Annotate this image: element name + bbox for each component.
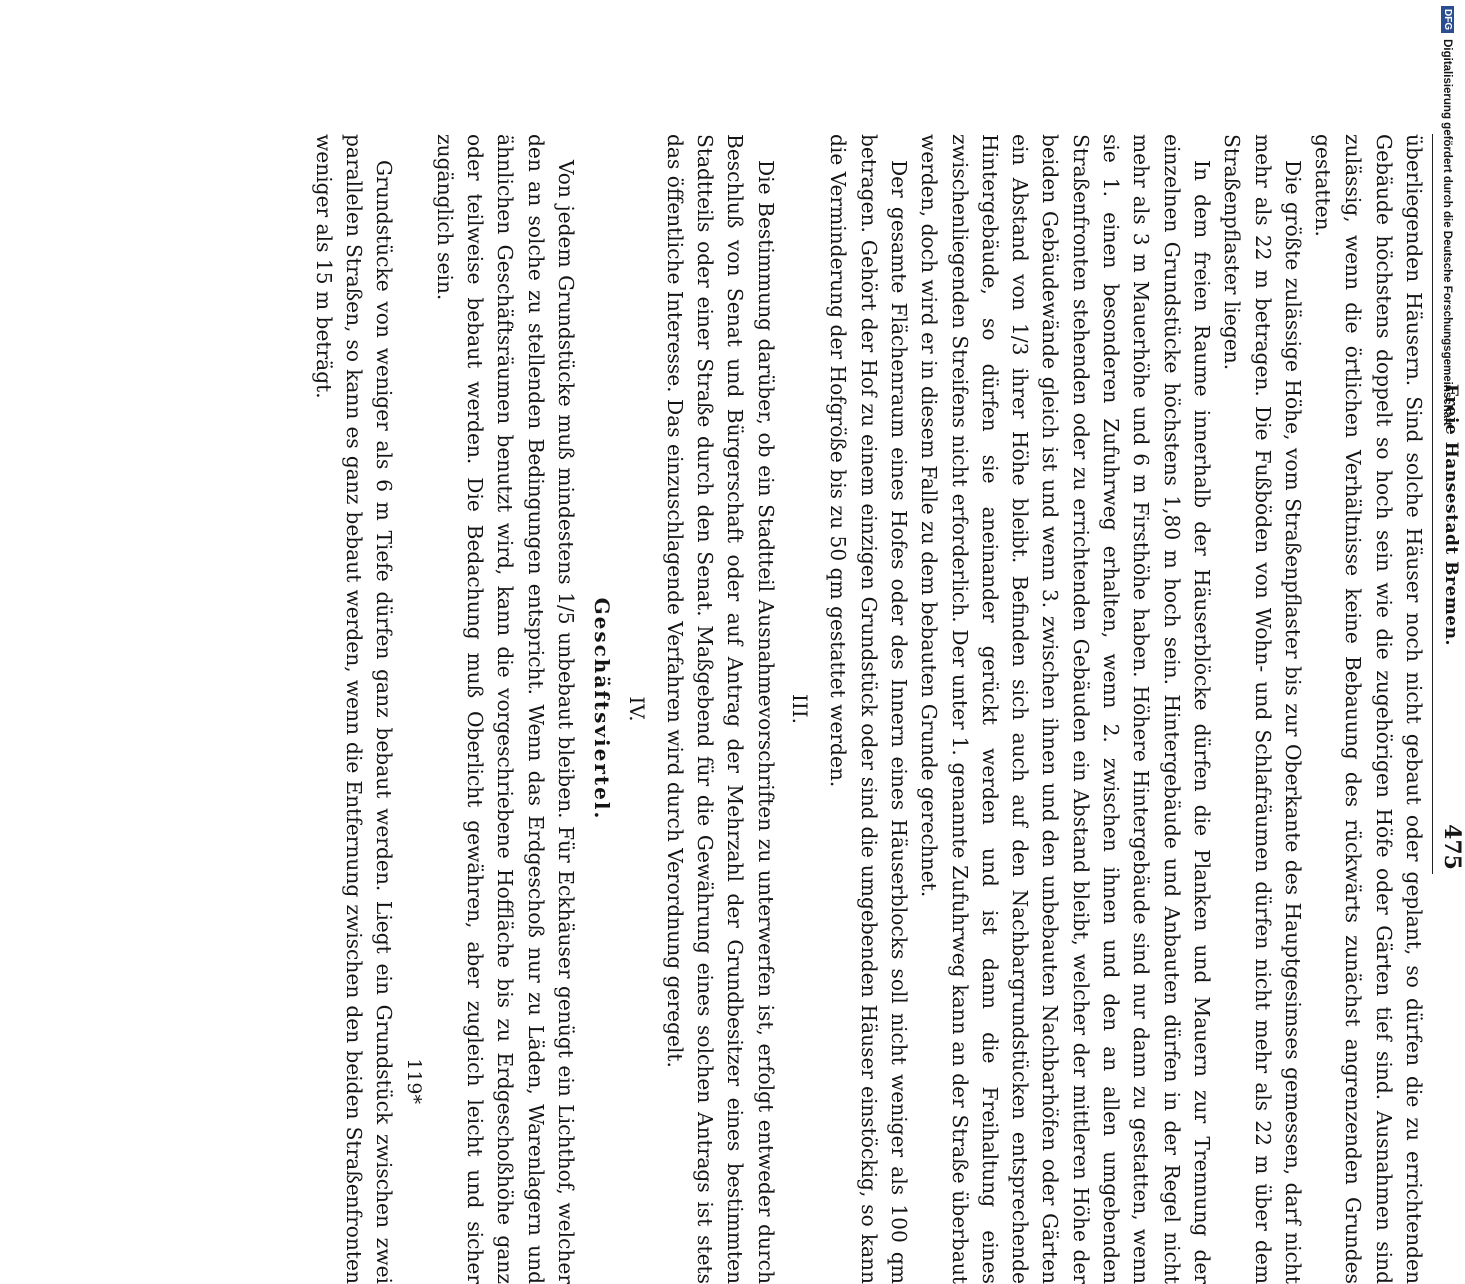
dfg-logo-icon: DFG [1441,6,1454,33]
body-text [308,134,1429,1284]
paragraph-1: überliegenden Häusern. Sind solche Häuser noch nicht gebaut oder geplant, so dürfen die zu errichtenden Gebäude höchstens doppelt so hoch sein wie die zugehörigen Höfe oder Gärten tief sind. Ausnahmen sind zulässig, wenn die örtlichen Verhältnisse keine Bebauung des rückwärts zunächst angrenzenden Grundes gestatten. [1311,134,1426,1284]
section-iv-paragraph-1: Von jedem Grundstücke muß mindestens 1/5 unbebaut bleiben. Für Eckhäuser genügt ein Lichthof, welcher den an solche zu stellenden Bedingungen entspricht. Wenn das Erdgeschoß nur zu Läden, Warenlagern und ähnlichen Geschäftsräumen benutzt wird, kann die vorgeschriebene Hoffläche bis zu Erdgeschoßhöhe ganz oder teilweise bebaut werden. Die Bedachung muß Oberlicht gewähren, aber zugleich leicht und sicher zugänglich sein. [432,134,578,1284]
section-heading-iv: IV. [624,696,649,722]
page-number: 475 [1439,824,1465,870]
section-heading-iii: III. [788,693,813,725]
funding-note-text-wrap [1440,6,1455,766]
paragraph-3: In dem freien Raume innerhalb der Häuserblöcke dürfen die Planken und Mauern zur Trennung der einzelnen Grundstücke höchstens 1,80 m hoch sein. Hintergebäude und Anbauten dürfen in der Regel nicht mehr als 3 m Mauerhöhe und 6 m Firsthöhe haben. Höhere Hintergebäude sind nur dann zu gestatten, wenn sie 1. einen besonderen Zufuhrweg erhalten, wenn 2. zwischen ihnen und den an allen umgebenden Straßenfronten stehenden oder zu errichtenden Gebäuden ein Abstand bleibt, welcher der mittleren Höhe der beiden Gebäudewände gleich ist und wenn 3. zwischen ihnen und den unbebauten Nachbarhöfen oder Gärten ein Abstand von 1/3 ihrer Höhe bleibt. Befinden sich auch auf den Nachbargrundstücken entsprechende Hintergebäude, so dürfen sie aneinander gerückt werden und ist dann die Freihaltung eines zwischenliegenden Streifens nicht erforderlich. Der unter 1. genannte Zufuhrweg kann an der Straße überbaut werden, doch wird er in diesem Falle zu dem bebauten Grunde gerechnet. [917,134,1214,1284]
paragraph-4: Der gesamte Flächenraum eines Hofes oder des Innern eines Häuserblocks soll nicht weniger als 100 qm betragen. Gehört der Hof zu einem einzigen Grundstück oder sind die umgebenden Häuser einstöckig, so kann die Verminderung der Hofgröße bis zu 50 qm gestattet werden. [826,134,911,1284]
section-iv-title: Geschäftsviertel. [590,597,615,821]
funding-note-text: Digitalisierung gefördert durch die Deutsche Forschungsgemeinschaft [1441,39,1454,426]
paragraph-2: Die größte zulässige Höhe, vom Straßenpflaster bis zur Oberkante des Hauptgesimses gemessen, darf nicht mehr als 22 m betragen. Die Fußböden von Wohn- und Schlafräumen dürfen nicht mehr als 22 m über dem Straßenpflaster liegen. [1220,134,1305,1284]
signature-mark: 119* [403,1058,426,1104]
page-title: Freie Hansestadt Bremen. [1441,384,1461,646]
section-iii-paragraph: Die Bestimmung darüber, ob ein Stadtteil Ausnahmevorschriften zu unterwerfen ist, erfolgt entweder durch Beschluß von Senat und Bürgerschaft oder auf Antrag der Mehrzahl der Grundbesitzer eines bestimmten Stadtteils oder einer Straße durch den Senat. Maßgebend für die Gewährung eines solchen Antrags ist stets das öffentliche Interesse. Das einzuschlagende Verfahren wird durch Verordnung geregelt. [662,134,778,1284]
section-iv-paragraph-2: Grundstücke von weniger als 6 m Tiefe dürfen ganz bebaut werden. Liegt ein Grundstück zwischen zwei parallelen Straßen, so kann es ganz bebaut werden, wenn die Entfernung zwischen den beiden Straßenfronten weniger als 15 m beträgt. [311,134,397,1284]
rotated-page [311,134,1465,1284]
funding-note [1440,6,1455,766]
